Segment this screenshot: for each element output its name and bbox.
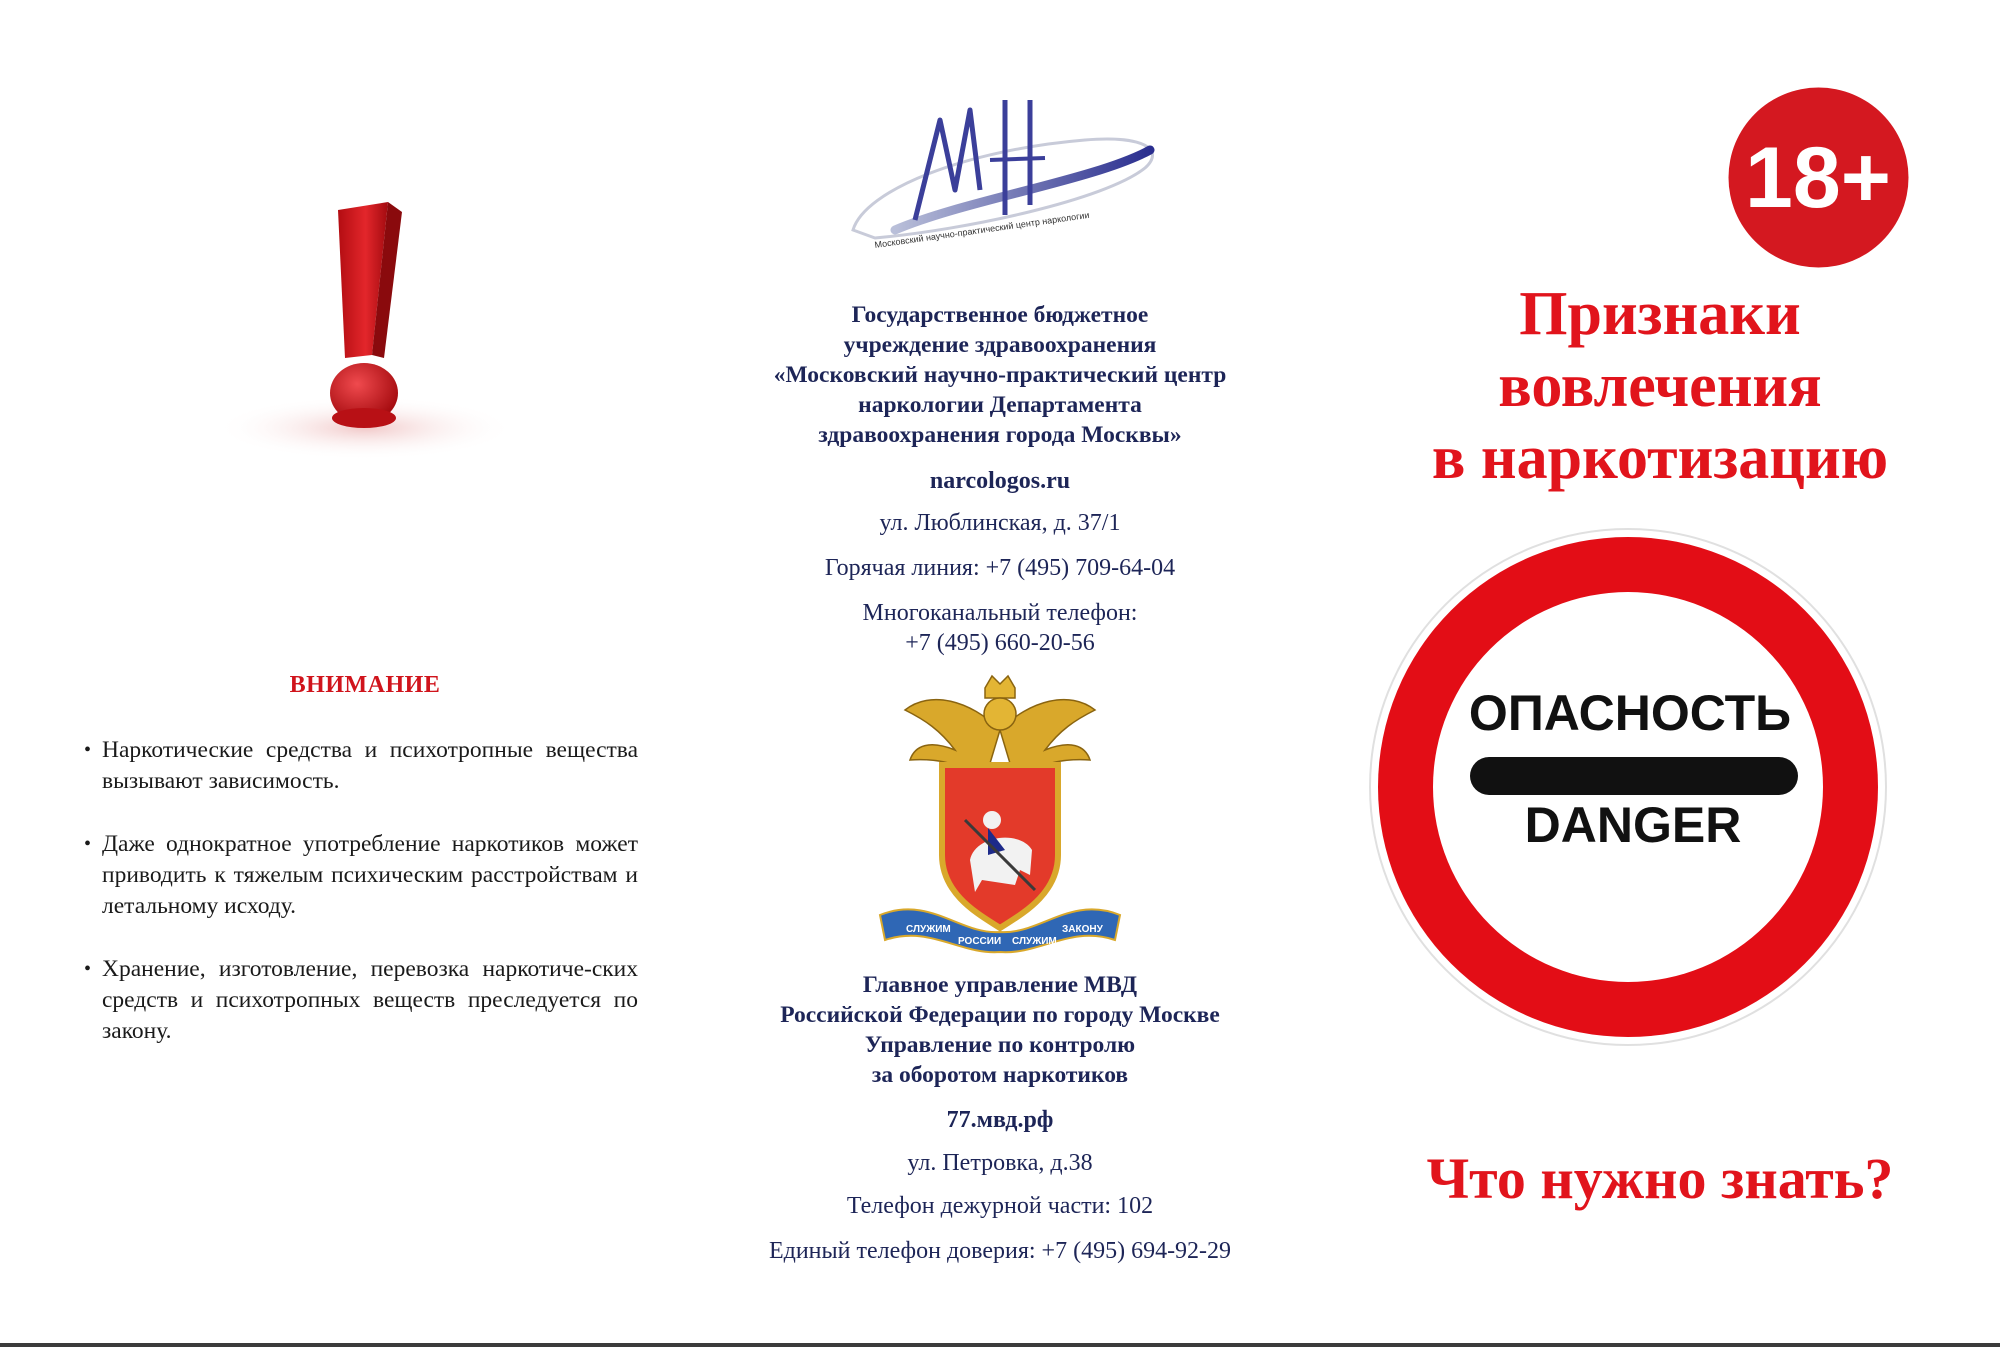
warning-list	[82, 735, 638, 1079]
hotline-phone: Горячая линия: +7 (495) 709-64-04	[824, 555, 1176, 581]
danger-sign-icon	[1368, 525, 1888, 1055]
question-heading: Что нужно знать?	[1426, 1146, 1894, 1211]
logo-caption: Московский научно-практический центр наркологии	[873, 209, 1090, 250]
exclamation-icon	[180, 180, 560, 480]
age-restriction-badge	[1726, 85, 1911, 270]
right-panel	[1320, 0, 2000, 1349]
narcology-center-logo	[845, 80, 1165, 255]
org1-address: ул. Люблинская, д. 37/1	[879, 510, 1121, 536]
multichannel-phone: +7 (495) 660-20-56	[905, 630, 1095, 656]
sign-bottom-label: DANGER	[1524, 797, 1742, 853]
duty-phone: Телефон дежурной части: 102	[846, 1193, 1154, 1219]
mvd-emblem	[870, 670, 1130, 955]
sign-top-label: ОПАСНОСТЬ	[1468, 685, 1792, 741]
multichannel-label: Многоканальный телефон:	[862, 600, 1138, 626]
bottom-divider	[0, 1343, 2000, 1347]
org2-address: ул. Петровка, д.38	[907, 1150, 1093, 1176]
org2-name: Главное управление МВД Российской Федерации по городу Москве Управление по контролю за оборотом наркотиков	[780, 972, 1220, 1088]
age-label: 18+	[1745, 130, 1891, 226]
svg-text:СЛУЖИМ: СЛУЖИМ	[906, 924, 951, 935]
warning-title: ВНИМАНИЕ	[289, 672, 441, 698]
svg-text:ЗАКОНУ: ЗАКОНУ	[1062, 924, 1103, 935]
list-item: • Даже однократное употребление наркотиков может приводить к тяжелым психическим расстройствам и летальному исходу.	[84, 831, 638, 919]
org2-website[interactable]: 77.мвд.рф	[946, 1107, 1054, 1133]
svg-text:СЛУЖИМ: СЛУЖИМ	[1012, 936, 1057, 947]
middle-panel	[680, 0, 1320, 1349]
org1-name: Государственное бюджетное учреждение здравоохранения «Московский научно-практический центр наркологии Департамента здравоохранения города Москвы»	[773, 302, 1227, 448]
trust-phone: Единый телефон доверия: +7 (495) 694-92-29	[768, 1238, 1232, 1264]
left-panel	[0, 0, 680, 1349]
org1-website[interactable]: narcologos.ru	[929, 468, 1071, 494]
page-title: Признаки вовлечения в наркотизацию	[1431, 280, 1889, 492]
list-item: • Наркотические средства и психотропные вещества вызывают зависимость.	[84, 737, 638, 794]
svg-text:РОССИИ: РОССИИ	[958, 936, 1002, 947]
list-item: • Хранение, изготовление, перевозка наркотиче-ских средств и психотропных веществ преследуется по закону.	[84, 956, 638, 1044]
